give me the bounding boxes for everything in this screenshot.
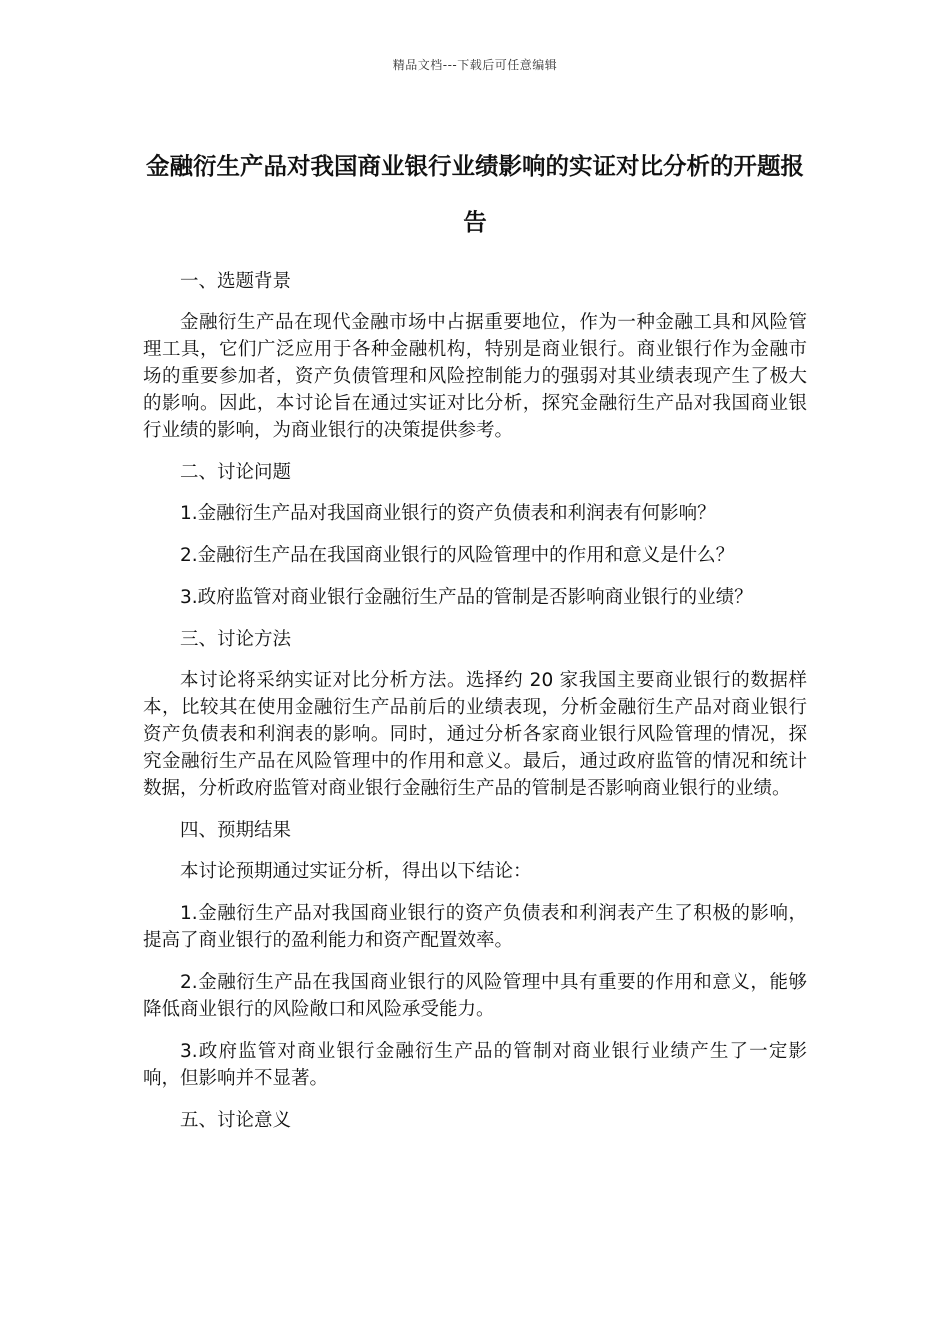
section-heading-background: 一、选题背景 <box>180 271 292 292</box>
paragraph-results-intro: 本讨论预期通过实证分析，得出以下结论： <box>180 861 532 882</box>
question-item-2: 2.金融衍生产品在我国商业银行的风险管理中的作用和意义是什么？ <box>180 545 735 566</box>
section-heading-results: 四、预期结果 <box>180 820 292 841</box>
section-heading-questions: 二、讨论问题 <box>180 462 292 483</box>
header-note: 精品文档---下载后可任意编辑 <box>392 58 558 72</box>
paragraph-method: 本讨论将采纳实证对比分析方法。选择约 20 家我国主要商业银行的数据样本，比较其在使用金融衍生产品前后的业绩表现，分析金融衍生产品对商业银行资产负债表和利润表的影响。同时，通过分析各家商业银行风险管理的情况，探究金融衍生产品在风险管理中的作用和意义。最后，通过政府监管的情况和统计数据，分析政府监管对商业银行金融衍生产品的管制是否影响商业银行的业绩。 <box>143 670 807 799</box>
result-item-2: 2.金融衍生产品在我国商业银行的风险管理中具有重要的作用和意义，能够降低商业银行的风险敞口和风险承受能力。 <box>143 972 807 1020</box>
result-item-3: 3.政府监管对商业银行金融衍生产品的管制对商业银行业绩产生了一定影响，但影响并不显著。 <box>143 1041 807 1089</box>
document-body <box>143 268 807 1148</box>
section-heading-method: 三、讨论方法 <box>180 629 292 650</box>
section-heading-significance: 五、讨论意义 <box>180 1110 292 1131</box>
document-title: 金融衍生产品对我国商业银行业绩影响的实证对比分析的开题报告 <box>146 152 804 236</box>
question-item-1: 1.金融衍生产品对我国商业银行的资产负债表和利润表有何影响？ <box>180 503 716 524</box>
paragraph-background: 金融衍生产品在现代金融市场中占据重要地位，作为一种金融工具和风险管理工具，它们广泛应用于各种金融机构，特别是商业银行。商业银行作为金融市场的重要参加者，资产负债管理和风险控制能力的强弱对其业绩表现产生了极大的影响。因此，本讨论旨在通过实证对比分析，探究金融衍生产品对我国商业银行业绩的影响，为商业银行的决策提供参考。 <box>143 312 807 441</box>
result-item-1: 1.金融衍生产品对我国商业银行的资产负债表和利润表产生了积极的影响，提高了商业银行的盈利能力和资产配置效率。 <box>143 903 807 951</box>
question-item-3: 3.政府监管对商业银行金融衍生产品的管制是否影响商业银行的业绩？ <box>180 587 753 608</box>
